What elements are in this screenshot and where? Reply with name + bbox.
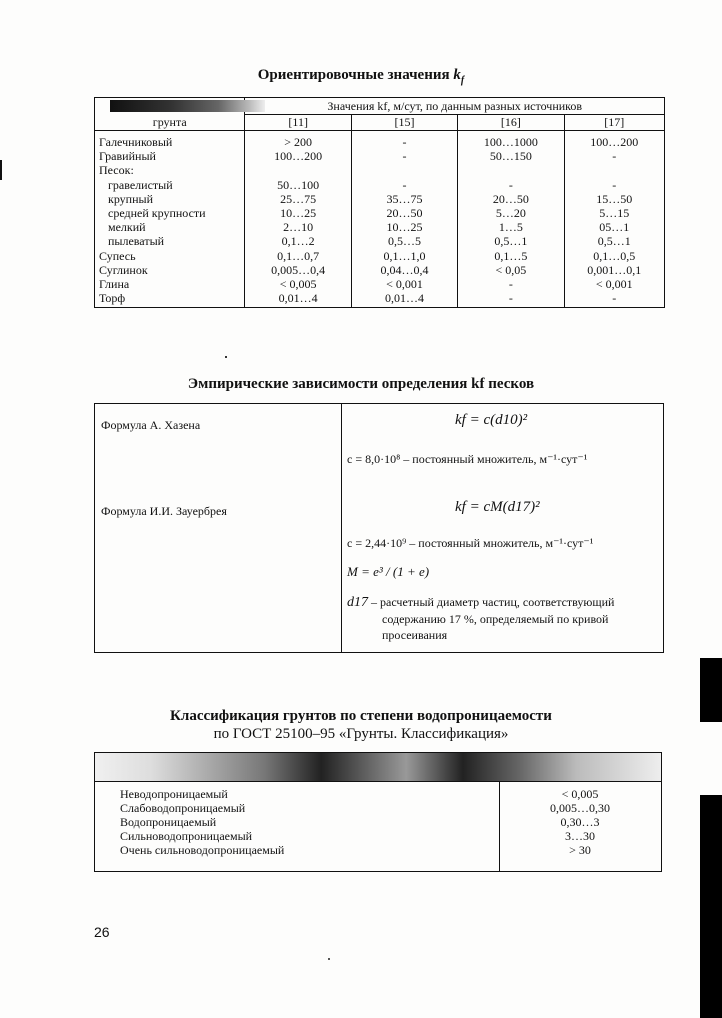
- group-header: Значения kf, м/сут, по данным разных источников: [245, 98, 665, 115]
- section2-title: Эмпирические зависимости определения kf песков: [187, 376, 535, 392]
- soil-names: Галечниковый Гравийный Песок: гравелистый крупный средней крупности мелкий пылеватый Супесь Суглинок Глина Торф: [95, 131, 245, 308]
- section1-title: Ориентировочные значения $k_f$: [257, 67, 465, 86]
- hazen-label: Формула А. Хазена: [101, 418, 201, 432]
- hazen-formula: kf = c(d10)²: [455, 412, 528, 428]
- source-11: [11]: [245, 115, 351, 131]
- zauer-formula: kf = cM(d17)²: [455, 499, 540, 515]
- section3-title: Классификация грунтов по степени водопроницаемости: [170, 708, 552, 724]
- speck2: [328, 958, 330, 960]
- scan-edge-bar-2: [700, 795, 722, 1018]
- col-name-header: грунта: [95, 98, 245, 131]
- scan-edge-bar-1: [700, 658, 722, 722]
- source-16: [16]: [458, 115, 564, 131]
- header-band: [95, 753, 661, 781]
- formulas-table: [94, 403, 664, 653]
- zauer-label: Формула И.И. Зауербрея: [101, 504, 227, 518]
- speck: [225, 356, 227, 358]
- classification-table: [94, 752, 662, 872]
- values-17: 100…200 - - 15…50 5…15 05…1 0,5…1 0,1…0,5 0,001…0,1 < 0,001 -: [564, 131, 664, 308]
- d17-description: d17 – расчетный диаметр частиц, соответствующий содержанию 17 %, определяемый по кривой просеивания: [347, 595, 615, 642]
- hazen-c: c = 8,0·10⁸ – постоянный множитель, м⁻¹·сут⁻¹: [347, 452, 588, 466]
- values-11: > 200 100…200 50…100 25…75 10…25 2…10 0,1…2 0,1…0,7 0,005…0,4 < 0,005 0,01…4: [245, 131, 351, 308]
- values-15: - - - 35…75 20…50 10…25 0,5…5 0,1…1,0 0,04…0,4 < 0,001 0,01…4: [351, 131, 457, 308]
- source-15: [15]: [351, 115, 457, 131]
- section3-subtitle: по ГОСТ 25100–95 «Грунты. Классификация»: [213, 726, 509, 742]
- filtration-table: [94, 97, 665, 308]
- page-number: 26: [94, 924, 110, 940]
- zauer-M: M = e³ / (1 + e): [347, 564, 430, 579]
- class-names: Неводопроницаемый Слабоводопроницаемый Водопроницаемый Сильноводопроницаемый Очень сильноводопроницаемый: [120, 787, 285, 857]
- values-16: 100…1000 50…150 - 20…50 5…20 1…5 0,5…1 0,1…5 < 0,05 - -: [458, 131, 564, 308]
- source-17: [17]: [564, 115, 664, 131]
- class-values: < 0,005 0,005…0,30 0,30…3 3…30 > 30: [550, 787, 610, 857]
- zauer-c: c = 2,44·10⁹ – постоянный множитель, м⁻¹·сут⁻¹: [347, 536, 594, 550]
- edge-mark: [0, 160, 2, 180]
